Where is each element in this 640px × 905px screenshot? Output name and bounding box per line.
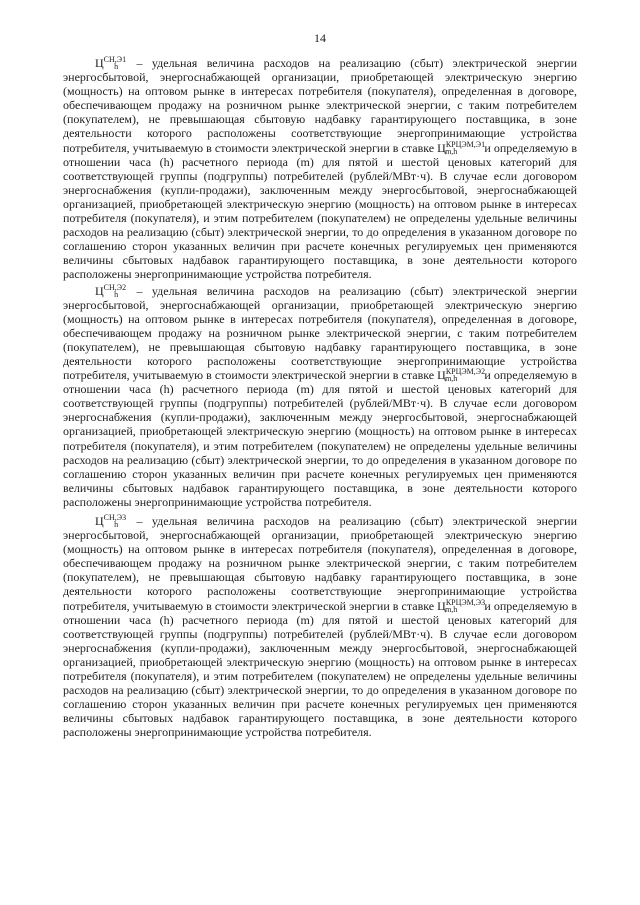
price-symbol-sn-e2 <box>95 284 127 298</box>
price-symbol-krcem-e2 <box>437 367 486 384</box>
paragraph-2-text-b: и определяемую в отношении часа (h) расчетного периода (m) для пятой и шестой ценовых категорий для соответствующей группы (подгруппы) потребителей (рублей/МВт·ч). В случае если договором энергоснабжения (купли-продажи), заключенным между энергосбытовой, энергоснабжающей организацией, приобретающей электрическую энергию (мощность) на оптовом рынке в интересах потребителя (покупателя), и этим потребителем (покупателем) не определены удельные величины расходов на реализацию (сбыт) электрической энергии, то до определения в указанном договоре по соглашению сторон указанных величин при расчете конечных регулируемых цен применяются величины сбытовых надбавок гарантирующего поставщика, в зоне деятельности которого расположены энергопринимающие устройства потребителя. <box>63 368 577 509</box>
symbol-subscript: h <box>114 520 119 529</box>
paragraph-2-text-a: – удельная величина расходов на реализацию (сбыт) электрической энергии энергосбытовой, энергоснабжающей организации, приобретающей электрическую энергию (мощность) на оптовом рынке в интересах потребителя (покупателя), определенная в договоре, обеспечивающем продажу на розничном рынке электрической энергии, с таким потребителем (покупателем), не превышающая сбытовую надбавку гарантирующего поставщика, в зоне деятельности которого расположены соответствующие энергопринимающие устройства потребителя, учитываемую в стоимости электрической энергии в ставке <box>63 283 577 383</box>
symbol-subscript: m,h <box>445 374 458 384</box>
symbol-superscript: КРЦЭМ,Э3 <box>445 597 486 607</box>
paragraph-1-text-b: и определяемую в отношении часа (h) расчетного периода (m) для пятой и шестой ценовых категорий для соответствующей группы (подгруппы) потребителей (рублей/МВт·ч). В случае если договором энергоснабжения (купли-продажи), заключенным между энергосбытовой, энергоснабжающей организацией, приобретающей электрическую энергию (мощность) на оптовом рынке в интересах потребителя (покупателя), и этим потребителем (покупателем) не определены удельные величины расходов на реализацию (сбыт) электрической энергии, то до определения в указанном договоре по соглашению сторон указанных величин при расчете конечных регулируемых цен применяются величины сбытовых надбавок гарантирующего поставщика, в зоне деятельности которого расположены энергопринимающие устройства потребителя. <box>63 140 577 282</box>
symbol-subscript: m,h <box>445 604 458 614</box>
paragraph-3 <box>63 514 577 740</box>
document-body <box>63 56 577 740</box>
paragraph-1-text-a: – удельная величина расходов на реализацию (сбыт) электрической энергии энергосбытовой, энергоснабжающей организации, приобретающей электрическую энергию (мощность) на оптовом рынке в интересах потребителя (покупателя), определенная в договоре, обеспечивающем продажу на розничном рынке электрической энергии, с таким потребителем (покупателем), не превышающая сбытовую надбавку гарантирующего поставщика, в зоне деятельности которого расположены соответствующие энергопринимающие устройства потребителя, учитываемую в стоимости электрической энергии в ставке <box>63 56 577 155</box>
symbol-subscript: h <box>114 62 119 71</box>
symbol-base: Ц <box>437 368 446 383</box>
price-symbol-krcem-e3 <box>437 597 486 614</box>
page-number: 14 <box>314 31 326 45</box>
symbol-base: Ц <box>95 283 104 298</box>
symbol-base: Ц <box>437 140 446 155</box>
symbol-superscript: КРЦЭМ,Э1 <box>445 139 486 149</box>
symbol-superscript: СН,Э2 <box>103 282 127 292</box>
symbol-superscript: СН,Э1 <box>103 55 127 64</box>
price-symbol-sn-e3 <box>95 514 127 528</box>
paragraph-1 <box>63 56 577 282</box>
paragraph-3-text-a: – удельная величина расходов на реализацию (сбыт) электрической энергии энергосбытовой, энергоснабжающей организации, приобретающей электрическую энергию (мощность) на оптовом рынке в интересах потребителя (покупателя), определенная в договоре, обеспечивающем продажу на розничном рынке электрической энергии, с таким потребителем (покупателем), не превышающая сбытовую надбавку гарантирующего поставщика, в зоне деятельности которого расположены соответствующие энергопринимающие устройства потребителя, учитываемую в стоимости электрической энергии в ставке <box>63 514 577 613</box>
symbol-base: Ц <box>437 598 446 613</box>
symbol-superscript: КРЦЭМ,Э2 <box>445 367 486 377</box>
symbol-base: Ц <box>95 514 104 528</box>
paragraph-2 <box>63 284 577 510</box>
symbol-base: Ц <box>95 56 104 70</box>
symbol-subscript: h <box>114 289 119 299</box>
symbol-superscript: СН,Э3 <box>103 513 127 522</box>
price-symbol-sn-e1 <box>95 56 127 70</box>
paragraph-3-text-b: и определяемую в отношении часа (h) расчетного периода (m) для пятой и шестой ценовых категорий для соответствующей группы (подгруппы) потребителей (рублей/МВт·ч). В случае если договором энергоснабжения (купли-продажи), заключенным между энергосбытовой, энергоснабжающей организацией, приобретающей электрическую энергию (мощность) на оптовом рынке в интересах потребителя (покупателя), и этим потребителем (покупателем) не определены удельные величины расходов на реализацию (сбыт) электрической энергии, то до определения в указанном договоре по соглашению сторон указанных величин при расчете конечных регулируемых цен применяются величины сбытовых надбавок гарантирующего поставщика, в зоне деятельности которого расположены энергопринимающие устройства потребителя. <box>63 598 577 740</box>
symbol-subscript: m,h <box>445 146 458 156</box>
price-symbol-krcem-e1 <box>437 139 486 156</box>
